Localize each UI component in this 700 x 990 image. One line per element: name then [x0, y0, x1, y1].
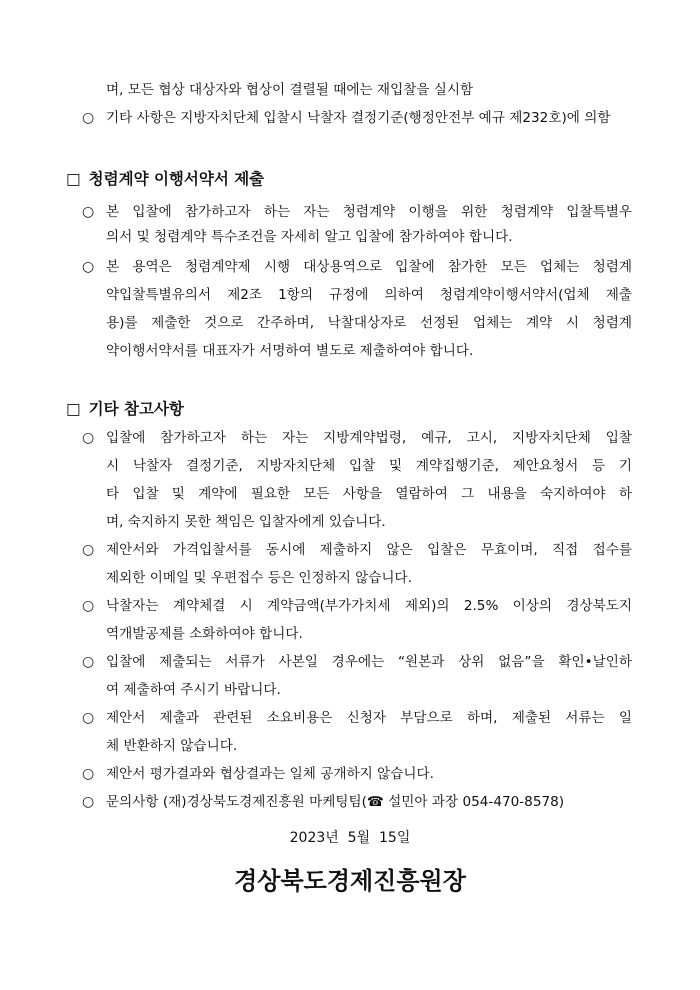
section-other-title [66, 398, 184, 420]
document-signer: 경상북도경제진흥원장 [234, 867, 466, 895]
other-item-3-line-2: 역개발공제를 소화하여야 합니다. [106, 626, 303, 642]
other-item-4-line-1: 입찰에 제출되는 서류가 사본일 경우에는 “원본과 상위 없음”을 확인•날인하 [106, 654, 632, 670]
document-date: 2023년 5월 15일 [289, 830, 411, 846]
bullet-icon: ○ [82, 710, 95, 726]
section-integrity-title-text: 청렴계약 이행서약서 제출 [88, 170, 265, 188]
other-rule-line: 기타 사항은 지방자치단체 입찰시 낙찰자 결정기준(행정안전부 예규 제232호)에 의함 [106, 110, 611, 126]
bullet-icon: ○ [82, 430, 95, 446]
integrity-item-1-line-2: 의서 및 청렴계약 특수조건을 자세히 알고 입찰에 참가하여야 합니다. [106, 229, 513, 245]
integrity-item-2-line-4: 약이행서약서를 대표자가 서명하여 별도로 제출하여야 합니다. [106, 343, 474, 359]
bullet-icon: ○ [82, 110, 95, 126]
section-integrity-title [66, 168, 264, 190]
bullet-icon: ○ [82, 598, 95, 614]
other-item-3-line-1: 낙찰자는 계약체결 시 계약금액(부가가치세 제외)의 2.5% 이상의 경상북도지 [106, 598, 632, 614]
other-item-5-line-1: 제안서 제출과 관련된 소요비용은 신청자 부담으로 하며, 제출된 서류는 일 [106, 710, 632, 726]
bullet-icon: ○ [82, 766, 95, 782]
bullet-icon: ○ [82, 654, 95, 670]
other-item-1-line-3: 타 입찰 및 계약에 필요한 모든 사항을 열람하여 그 내용을 숙지하여야 하 [106, 486, 632, 502]
heading-box-icon: □ [66, 400, 81, 418]
heading-box-icon: □ [66, 170, 81, 188]
bullet-icon: ○ [82, 542, 95, 558]
continuation-line: 며, 모든 협상 대상자와 협상이 결렬될 때에는 재입찰을 실시함 [106, 82, 474, 98]
other-item-2-line-1: 제안서와 가격입찰서를 동시에 제출하지 않은 입찰은 무효이며, 직접 접수를 [106, 542, 632, 558]
other-item-1-line-4: 며, 숙지하지 못한 책임은 입찰자에게 있습니다. [106, 514, 386, 530]
section-other-title-text: 기타 참고사항 [88, 400, 184, 418]
integrity-item-2-line-1: 본 용역은 청렴계약제 시행 대상용역으로 입찰에 참가한 모든 업체는 청렴계 [106, 259, 632, 275]
bullet-icon: ○ [82, 204, 95, 220]
other-item-6-line-1: 제안서 평가결과와 협상결과는 일체 공개하지 않습니다. [106, 766, 434, 782]
other-item-1-line-2: 시 낙찰자 결정기준, 지방자치단체 입찰 및 계약집행기준, 제안요청서 등 기 [106, 458, 632, 474]
bullet-icon: ○ [82, 794, 95, 810]
integrity-item-2-line-2: 약입찰특별유의서 제2조 1항의 규정에 의하여 청렴계약이행서약서(업체 제출 [106, 287, 632, 303]
other-item-4-line-2: 여 제출하여 주시기 바랍니다. [106, 682, 281, 698]
integrity-item-1-line-1: 본 입찰에 참가하고자 하는 자는 청렴계약 이행을 위한 청렴계약 입찰특별우 [106, 204, 632, 220]
other-item-1-line-1: 입찰에 참가하고자 하는 자는 지방계약법령, 예규, 고시, 지방자치단체 입찰 [106, 430, 632, 446]
other-item-2-line-2: 제외한 이메일 및 우편접수 등은 인정하지 않습니다. [106, 570, 413, 586]
bullet-icon: ○ [82, 259, 95, 275]
other-item-5-line-2: 체 반환하지 않습니다. [106, 738, 238, 754]
other-item-7-line-1: 문의사항 (재)경상북도경제진흥원 마케팅팀(☎ 설민아 과장 054-470-8578) [106, 794, 565, 810]
integrity-item-2-line-3: 용)를 제출한 것으로 간주하며, 낙찰대상자로 선정된 업체는 계약 시 청렴계 [106, 315, 632, 331]
